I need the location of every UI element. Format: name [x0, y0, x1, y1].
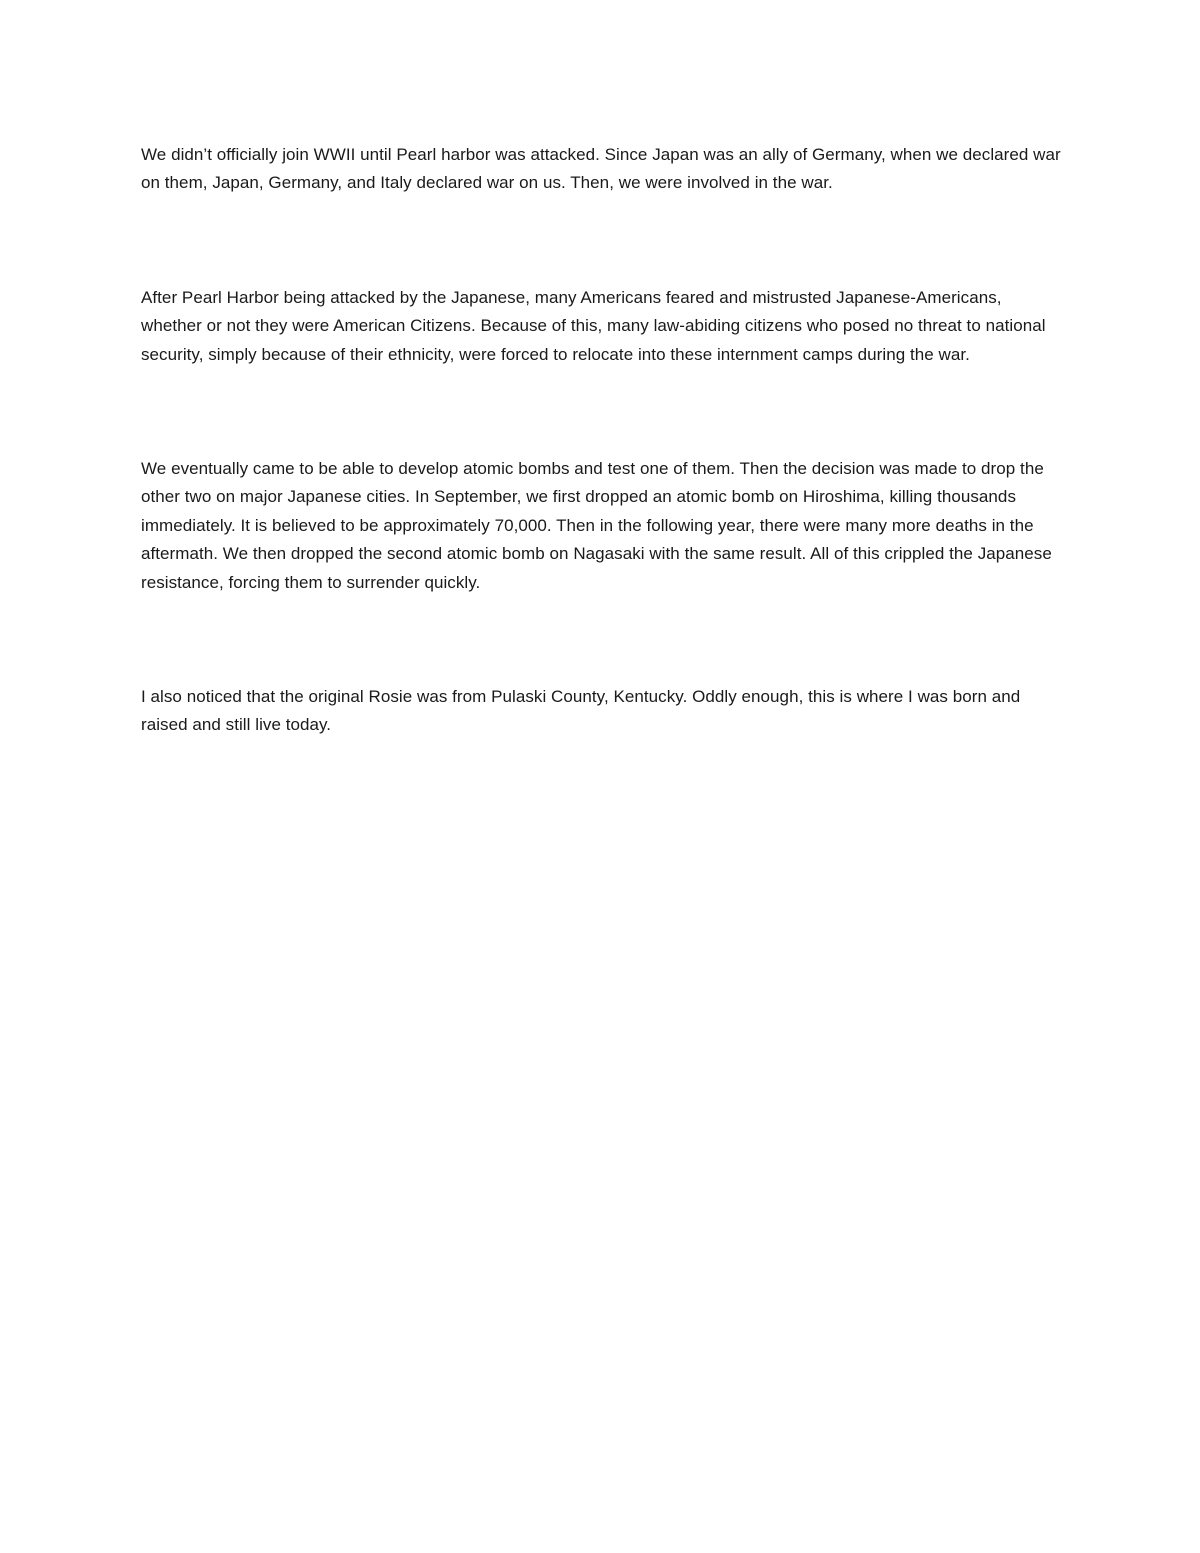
paragraph-wwii-entry: We didn’t officially join WWII until Pearl harbor was attacked. Since Japan was an ally of Germany, when we declared war on them, Japan, Germany, and Italy declared war on us. Then, we were involved in the war. — [141, 145, 1061, 193]
document-body — [141, 141, 1061, 740]
paragraph-rosie: I also noticed that the original Rosie was from Pulaski County, Kentucky. Oddly enough, this is where I was born and raised and still live today. — [141, 687, 1021, 735]
paragraph-internment: After Pearl Harbor being attacked by the Japanese, many Americans feared and mistrusted Japanese-Americans, whether or not they were American Citizens. Because of this, many law-abiding citizens who posed no threat to national security, simply because of their ethnicity, were forced to relocate into these internment camps during the war. — [141, 287, 1046, 364]
paragraph-atomic-bombs: We eventually came to be able to develop atomic bombs and test one of them. Then the decision was made to drop the other two on major Japanese cities. In September, we first dropped an atomic bomb on Hiroshima, killing thousands immediately. It is believed to be approximately 70,000. Then in the following year, there were many more deaths in the aftermath. We then dropped the second atomic bomb on Nagasaki with the same result. All of this crippled the Japanese resistance, forcing them to surrender quickly. — [141, 459, 1052, 592]
